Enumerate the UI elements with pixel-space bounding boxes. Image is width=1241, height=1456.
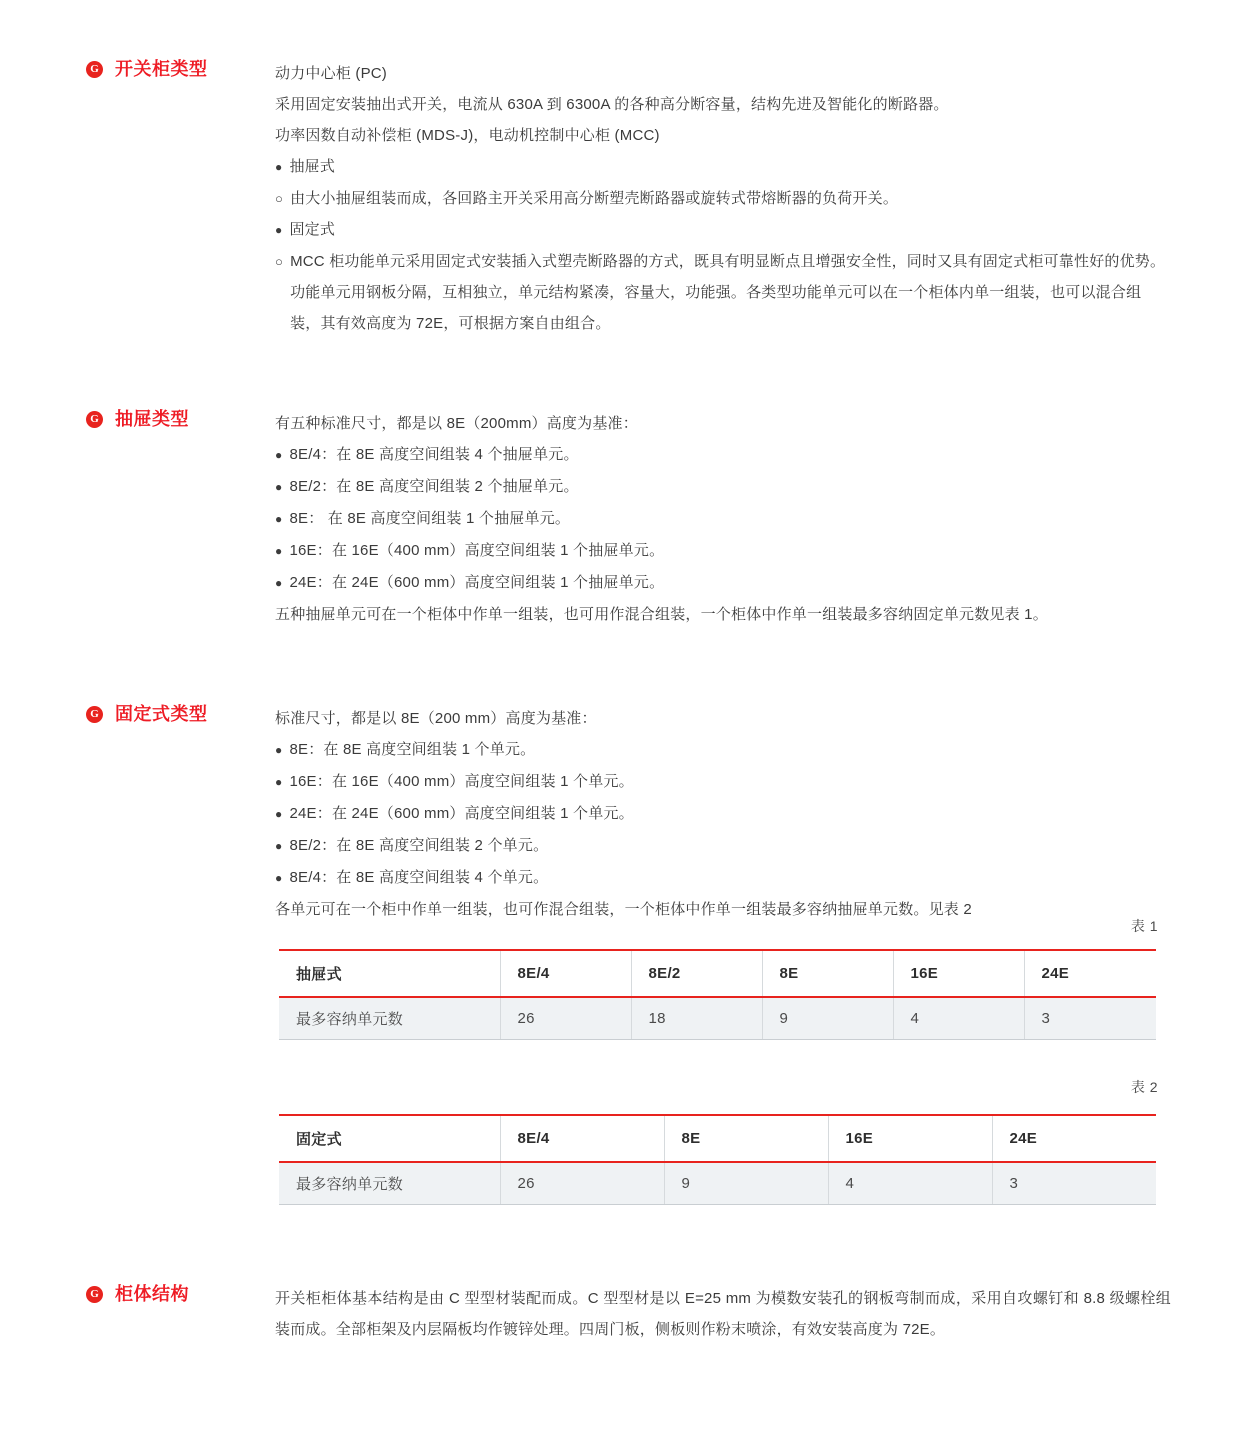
table-header-row: [279, 1115, 1156, 1162]
table-cell-value: 4: [893, 997, 1024, 1040]
filled-bullet-icon: ●: [275, 576, 283, 590]
text-line: 动力中心柜 (PC): [275, 65, 387, 82]
text-line: 采用固定安装抽出式开关，电流从 630A 到 6300A 的各种高分断容量，结构先进及智能化的断路器。: [275, 96, 949, 113]
bullet-item: [275, 830, 1171, 862]
bullet-item: [275, 503, 1171, 535]
bullet-text: 抽屉式: [289, 158, 336, 175]
bullet-item: [275, 798, 1171, 830]
table-data-row: [279, 1162, 1156, 1205]
table-data-row: [279, 997, 1156, 1040]
table-column-header: 8E: [762, 950, 893, 997]
text-line: 开关柜柜体基本结构是由 C 型型材装配而成。C 型型材是以 E=25 mm 为模数安装孔的钢板弯制而成，采用自攻螺钉和 8.8 级螺栓组装而成。全部柜架及内层隔板均作镀锌处理。四周门板，侧板则作粉末喷涂，有效安装高度为 72E。: [275, 1290, 1171, 1338]
table-corner-header: 抽屉式: [279, 950, 500, 997]
filled-bullet-icon: ●: [275, 871, 283, 885]
bullet-item: [275, 214, 1171, 246]
text-line: 功率因数自动补偿柜 (MDS-J)，电动机控制中心柜 (MCC): [275, 127, 660, 144]
bullet-item: [275, 471, 1171, 503]
table-cell-value: 26: [500, 1162, 664, 1205]
filled-bullet-icon: ●: [275, 480, 283, 494]
section-switchgear-type: [0, 58, 1241, 339]
section-title: 柜体结构: [115, 1284, 189, 1304]
hollow-bullet-icon: ○: [275, 191, 284, 206]
table-column-header: 8E: [664, 1115, 828, 1162]
table-column-header: 8E/4: [500, 1115, 664, 1162]
bullet-text: 8E/4：在 8E 高度空间组装 4 个单元。: [289, 869, 549, 886]
bullet-item: [275, 246, 1171, 339]
hollow-bullet-icon: ○: [275, 254, 284, 269]
table-cell-value: 26: [500, 997, 631, 1040]
bullet-text: 8E：在 8E 高度空间组装 1 个单元。: [289, 741, 536, 758]
section-fixed-type: [0, 703, 1241, 925]
filled-bullet-icon: ●: [275, 448, 283, 462]
table-column-header: 24E: [992, 1115, 1156, 1162]
section-marker-icon: G: [86, 706, 103, 723]
bullet-item: [275, 734, 1171, 766]
table-row-label: 最多容纳单元数: [279, 1162, 500, 1205]
table-column-header: 16E: [828, 1115, 992, 1162]
table-cell-value: 3: [992, 1162, 1156, 1205]
table-cell-value: 9: [664, 1162, 828, 1205]
bullet-text: 24E：在 24E（600 mm）高度空间组装 1 个单元。: [289, 805, 634, 822]
bullet-text: 由大小抽屉组装而成，各回路主开关采用高分断塑壳断路器或旋转式带熔断器的负荷开关。: [290, 190, 899, 207]
filled-bullet-icon: ●: [275, 544, 283, 558]
bullet-item: [275, 151, 1171, 183]
bullet-item: [275, 766, 1171, 798]
table-cell-value: 3: [1024, 997, 1156, 1040]
table-cell-value: 4: [828, 1162, 992, 1205]
bullet-item: [275, 439, 1171, 471]
bullet-text: 固定式: [289, 221, 336, 238]
bullet-text: 8E/2：在 8E 高度空间组装 2 个单元。: [289, 837, 549, 854]
text-line: 有五种标准尺寸，都是以 8E（200mm）高度为基准：: [275, 415, 638, 432]
text-line: 各单元可在一个柜中作单一组装，也可作混合组装，一个柜体中作单一组装最多容纳抽屉单元数。见表 2: [275, 901, 972, 918]
fixed-capacity-table: [279, 1114, 1156, 1205]
table-corner-header: 固定式: [279, 1115, 500, 1162]
section-content: [275, 58, 1241, 339]
bullet-item: [275, 183, 1171, 214]
bullet-item: [275, 567, 1171, 599]
table-cell-value: 9: [762, 997, 893, 1040]
table-header-row: [279, 950, 1156, 997]
table-cell-value: 18: [631, 997, 762, 1040]
filled-bullet-icon: ●: [275, 775, 283, 789]
section-cabinet-structure: [0, 1283, 1241, 1345]
section-content: [275, 1283, 1241, 1345]
bullet-text: 8E/2：在 8E 高度空间组装 2 个抽屉单元。: [289, 478, 579, 495]
section-marker-icon: G: [86, 61, 103, 78]
bullet-item: [275, 862, 1171, 894]
text-line: 标准尺寸，都是以 8E（200 mm）高度为基准：: [275, 710, 597, 727]
section-label-column: [0, 58, 275, 80]
table-1-caption: 表 1: [1130, 918, 1158, 934]
section-marker-icon: G: [86, 1286, 103, 1303]
section-content: [275, 703, 1241, 925]
filled-bullet-icon: ●: [275, 223, 283, 237]
table-row-label: 最多容纳单元数: [279, 997, 500, 1040]
section-marker-icon: G: [86, 411, 103, 428]
table-2-caption: 表 2: [1130, 1079, 1158, 1095]
filled-bullet-icon: ●: [275, 743, 283, 757]
filled-bullet-icon: ●: [275, 160, 283, 174]
bullet-text: 16E：在 16E（400 mm）高度空间组装 1 个单元。: [289, 773, 634, 790]
section-label-column: [0, 1283, 275, 1305]
section-content: [275, 408, 1241, 630]
bullet-text: 8E/4：在 8E 高度空间组装 4 个抽屉单元。: [289, 446, 579, 463]
drawer-capacity-table: [279, 949, 1156, 1040]
bullet-text: MCC 柜功能单元采用固定式安装插入式塑壳断路器的方式，既具有明显断点且增强安全性，同时又具有固定式柜可靠性好的优势。功能单元用钢板分隔，互相独立，单元结构紧凑，容量大，功能强。各类型功能单元可以在一个柜体内单一组装，也可以混合组装，其有效高度为 72E，可根据方案自由组合。: [290, 253, 1166, 332]
section-label-column: [0, 408, 275, 430]
bullet-item: [275, 535, 1171, 567]
table-column-header: 24E: [1024, 950, 1156, 997]
filled-bullet-icon: ●: [275, 807, 283, 821]
section-title: 抽屉类型: [115, 409, 189, 429]
text-line: 五种抽屉单元可在一个柜体中作单一组装，也可用作混合组装，一个柜体中作单一组装最多容纳固定单元数见表 1。: [275, 606, 1048, 623]
section-label-column: [0, 703, 275, 725]
table-column-header: 8E/4: [500, 950, 631, 997]
table-column-header: 8E/2: [631, 950, 762, 997]
bullet-text: 24E：在 24E（600 mm）高度空间组装 1 个抽屉单元。: [289, 574, 665, 591]
bullet-text: 8E： 在 8E 高度空间组装 1 个抽屉单元。: [289, 510, 571, 527]
bullet-text: 16E：在 16E（400 mm）高度空间组装 1 个抽屉单元。: [289, 542, 665, 559]
table-column-header: 16E: [893, 950, 1024, 997]
section-title: 固定式类型: [115, 704, 208, 724]
section-title: 开关柜类型: [115, 59, 208, 79]
section-drawer-type: [0, 408, 1241, 630]
filled-bullet-icon: ●: [275, 839, 283, 853]
filled-bullet-icon: ●: [275, 512, 283, 526]
